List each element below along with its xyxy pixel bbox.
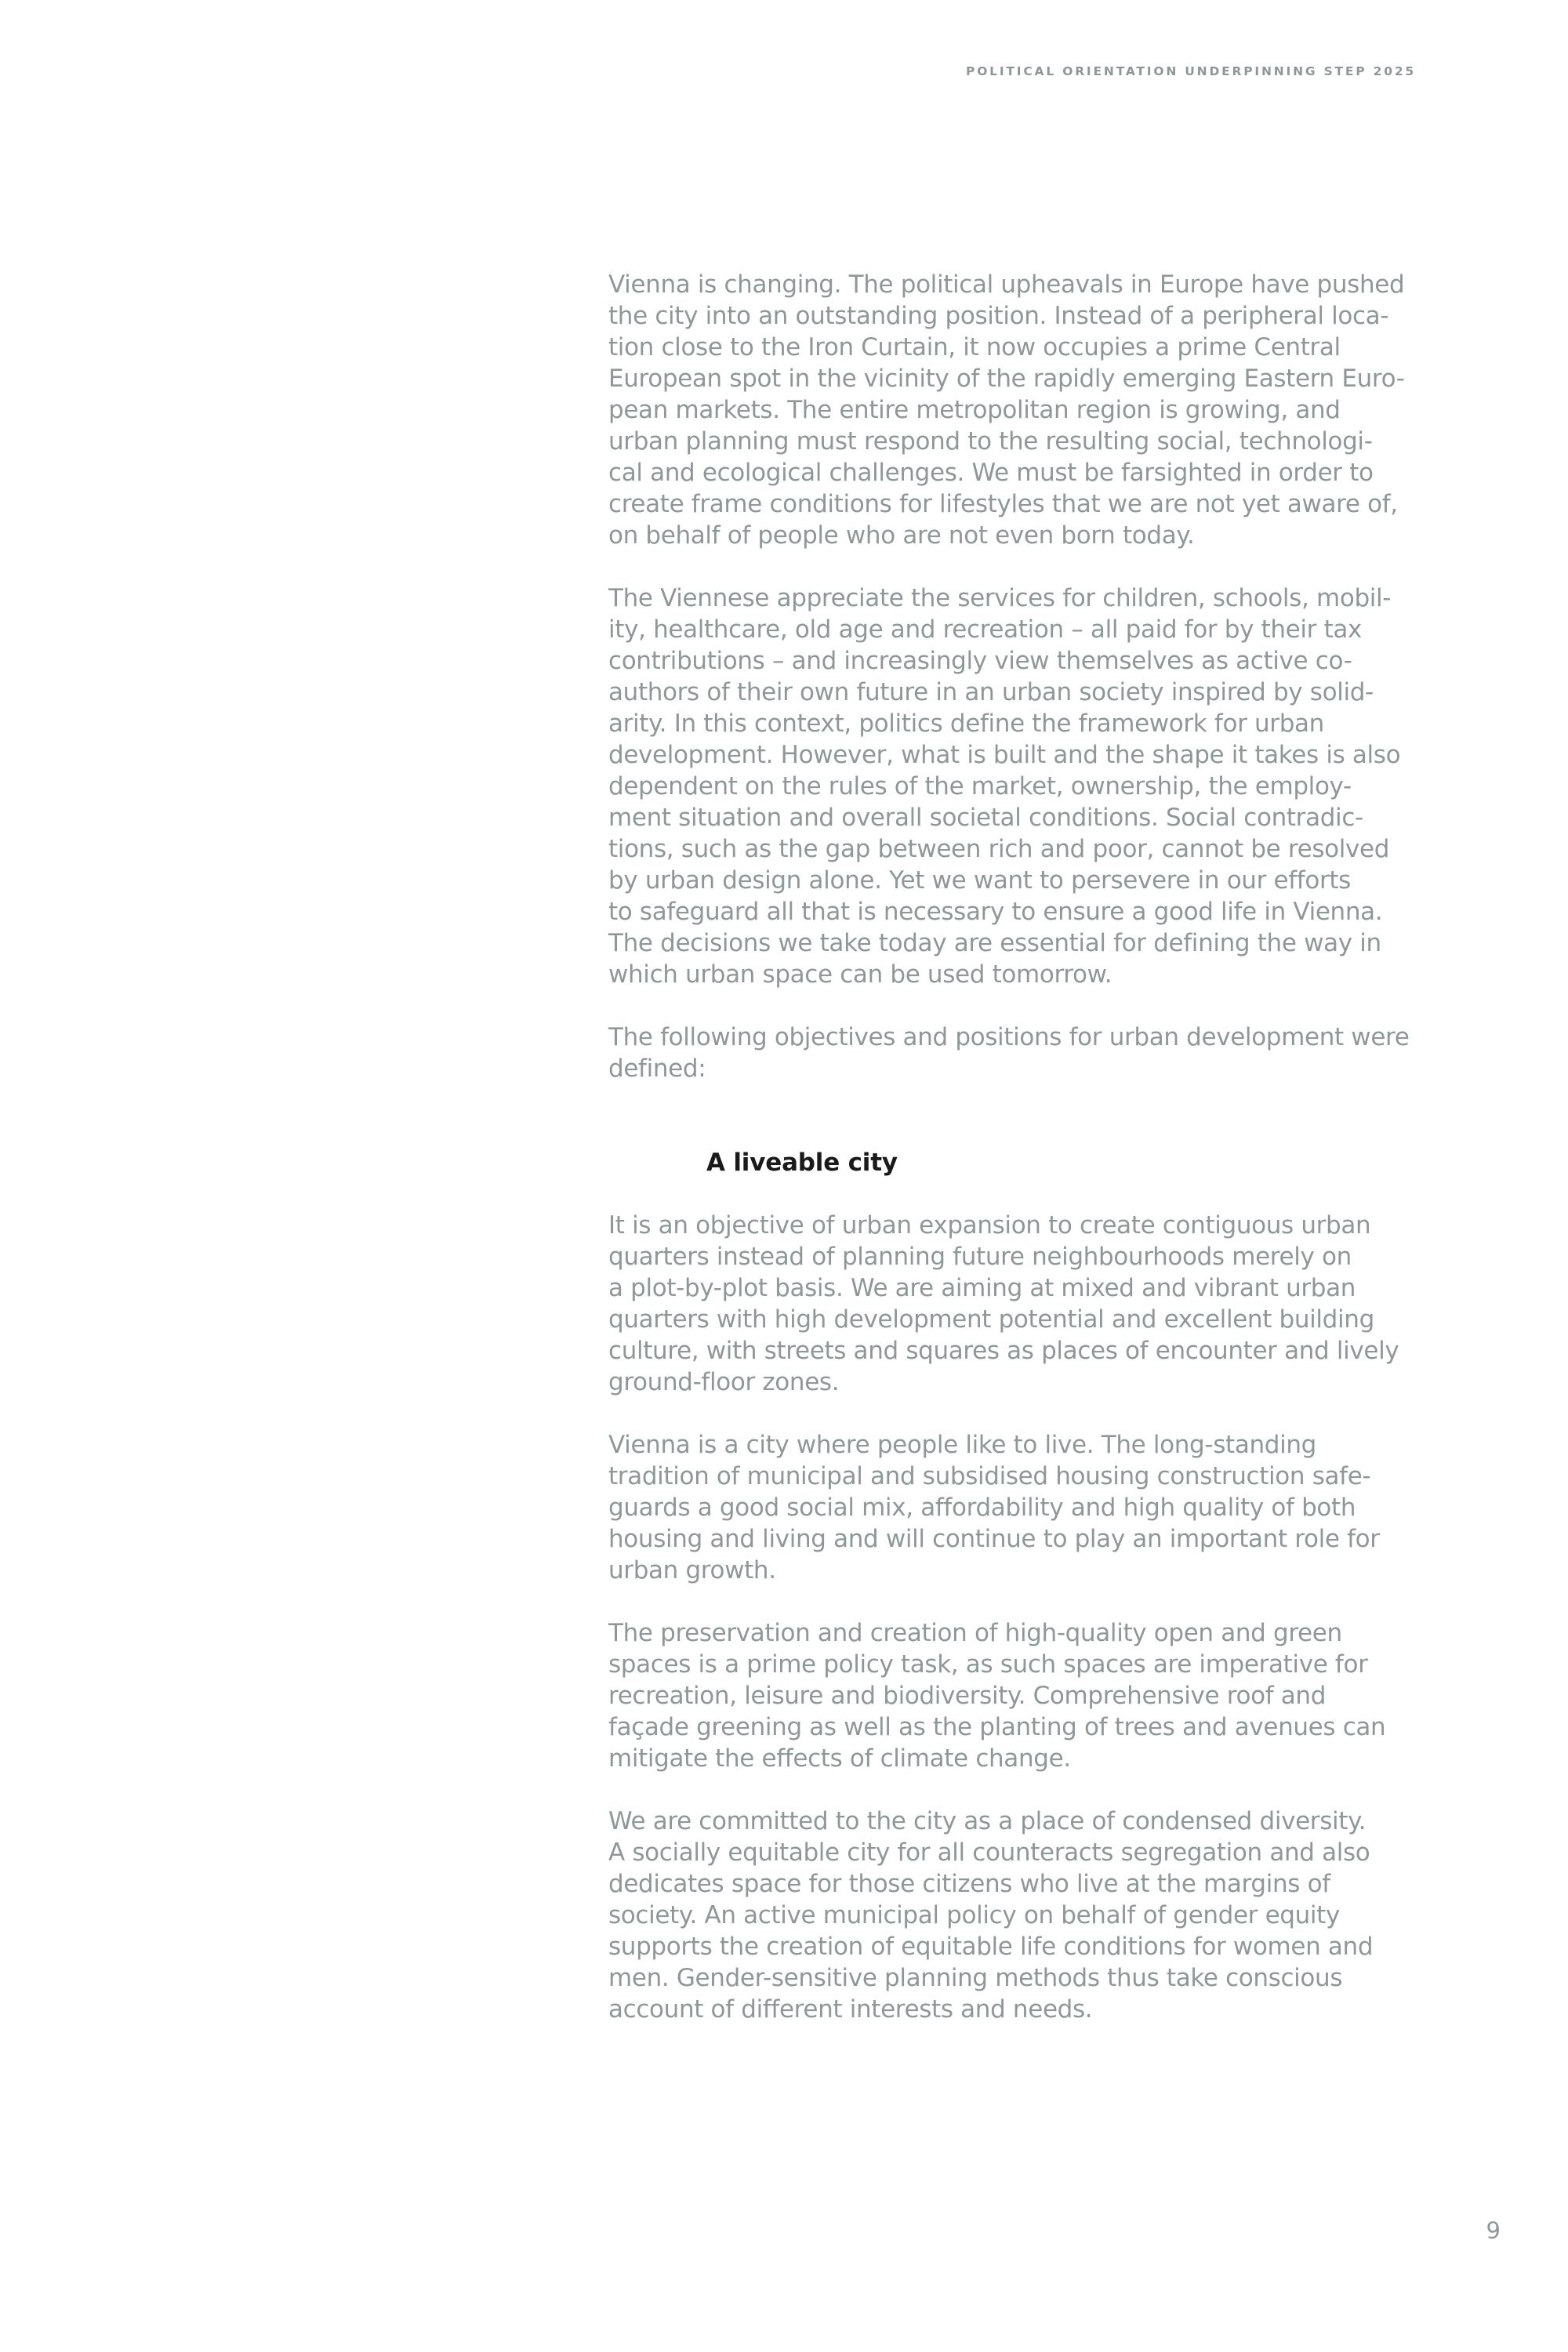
section-heading: A liveable city: [706, 1149, 898, 1177]
page-number: 9: [1486, 2217, 1501, 2244]
section-paragraph: We are committed to the city as a place of condensed diversity. A socially equitable city for all counteracts segregation and also dedicates space for those citizens who live at the margins of society. An active municipal policy on behalf of gender equity supports the creation of equitable life conditions for women and men. Gender-sensitive planning methods thus take conscious account of different interests and needs.: [608, 1807, 1374, 2024]
section-paragraph: The preservation and creation of high-quality open and green spaces is a prime policy task, as such spaces are imperative for recreation, leisure and biodiversity. Comprehensive roof and façade greening as well as the planting of trees and avenues can mitigate the effects of climate change.: [608, 1619, 1386, 1773]
running-header: POLITICAL ORIENTATION UNDERPINNING STEP 2025: [966, 64, 1416, 78]
intro-paragraph: Vienna is changing. The political upheavals in Europe have pushed the city into an outstanding position. Instead of a peripheral loca- tion close to the Iron Curtain, it now occupies a prime Central European spot in the vicinity of the rapidly emerging Eastern Euro- pean markets. The entire metropolitan region is growing, and urban planning must respond to the resulting social, technologi- cal and ecological challenges. We must be farsighted in order to create frame conditions for lifestyles that we are not yet aware of, on behalf of people who are not even born today.: [608, 270, 1405, 550]
intro-paragraph: The Viennese appreciate the services for children, schools, mobil- ity, healthcare, old age and recreation – all paid for by their tax contributions – and increasingly view themselves as active co- authors of their own future in an urban society inspired by solid- arity. In this context, politics define the framework for urban development. However, what is built and the shape it takes is also dependent on the rules of the market, ownership, the employ- ment situation and overall societal conditions. Social contradic- tions, such as the gap between rich and poor, cannot be resolved by urban design alone. Yet we want to persevere in our efforts to safeguard all that is necessary to ensure a good life in Vienna. The decisions we take today are essential for defining the way in which urban space can be used tomorrow.: [608, 584, 1401, 989]
section-paragraph: It is an objective of urban expansion to create contiguous urban quarters instead of planning future neighbourhoods merely on a plot-by-plot basis. We are aiming at mixed and vibrant urban quarters with high development potential and excellent building culture, with streets and squares as places of encounter and lively ground-floor zones.: [608, 1211, 1399, 1396]
body-text-column: [608, 269, 1455, 2025]
section-paragraph: Vienna is a city where people like to live. The long-standing tradition of municipal and subsidised housing construction safe- guards a good social mix, affordability and high quality of both housing and living and will continue to play an important role for urban growth.: [608, 1431, 1380, 1584]
intro-paragraph: The following objectives and positions for urban development were defined:: [608, 1023, 1410, 1083]
